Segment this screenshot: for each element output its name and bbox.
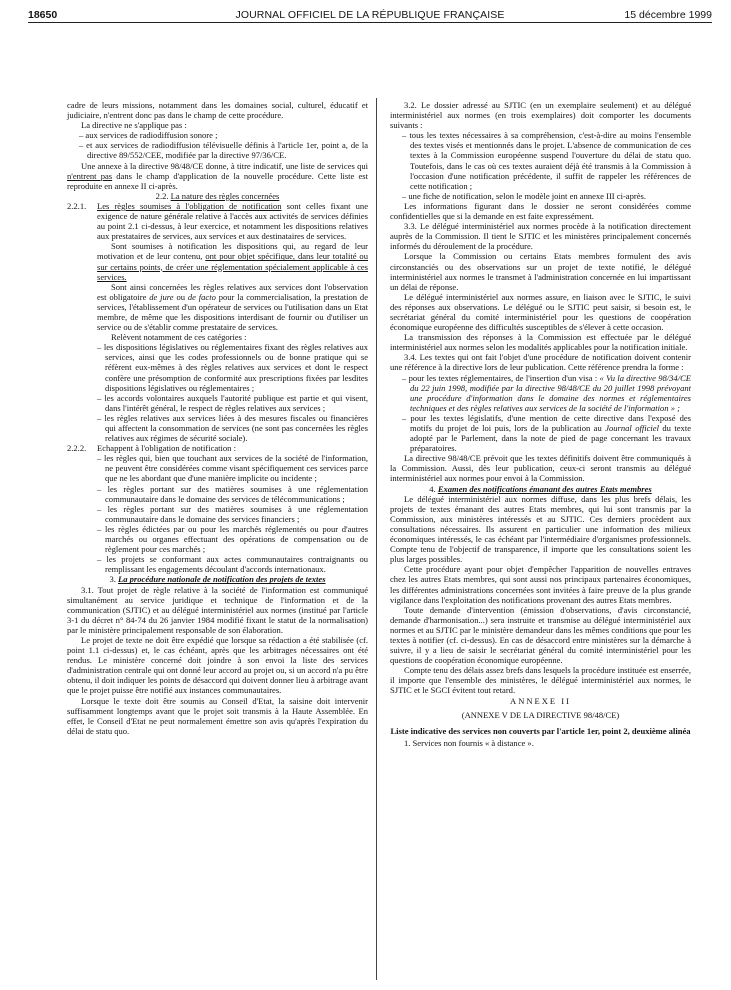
paragraph-soumises: Sont soumises à notification les dispositions qui, au regard de leur motivation et de leur contenu, ont pour objet spécifique, dans leur totalité ou sur certains points, de créer une réglementation spécialement applicable à ces services. — [97, 241, 368, 282]
column-divider — [376, 98, 377, 980]
page-header — [28, 6, 712, 26]
list-item-projets: – les projets se conformant aux actes communautaires contraignants ou remplissant les engagements découlant d'accords internationaux. — [97, 554, 368, 575]
paragraph-intervention: Toute demande d'intervention (émission d'observations, d'avis circonstancié, demande d'harmonisation...) sera instruite et transmise au délégué interministériel aux normes et au SJTIC par le ministère demandeur dans les mêmes conditions que pour les textes à notifier (cf. ci-dessus). En cas de désaccord entre ministères sur la démarche à suivre, il y a lieu de saisir le secrétariat général du comité interministériel pour les questions de coopération économique européenne. — [390, 604, 691, 666]
annexe-title: ANNEXE II — [510, 695, 571, 706]
annexe-item-1: 1. Services non fournis « à distance ». — [404, 737, 534, 748]
list-item-implicite: – les règles qui, bien que touchant aux services de la société de l'information, ne peuvent être considérées comme visant spécifiquement ces services parce que ne les abordant que d'une manière implicite ou incidente ; — [97, 453, 368, 484]
section-heading-4: 4. Examen des notifications émanant des autres Etats membres — [429, 483, 652, 494]
annexe-list-title: Liste indicative des services non couverts par l'article 1er, point 2, deuxième alinéa — [390, 725, 691, 736]
paragraph-3-3: 3.3. Le délégué interministériel aux normes procède à la notification directement auprès de la Commission. Il tient le SJTIC et les ministères principalement concernés informés du déroulement de la procédure. — [390, 221, 691, 252]
paragraph-lorsque: Lorsque la Commission ou certains Etats membres formulent des avis circonstanciés ou des observations sur un projet de texte notifié, le délégué interministériel aux normes le transmet à l'administration concernée en lui impartissant un délai de réponse. — [390, 251, 691, 292]
list-item-fiche: – une fiche de notification, selon le modèle joint en annexe III ci-après. — [402, 190, 646, 201]
page-number: 18650 — [28, 9, 58, 21]
paragraph-3-1: 3.1. Tout projet de règle relative à la société de l'information est communiqué simultanément au service juridique et technique de l'information et de la communication (SJTIC) et au délégué interministériel aux normes (institué par l'article 3-1 du décret n° 84-74 du 26 janvier 1984 modifié fixant le statut de la normalisation) par le ministère principalement responsable de son élaboration. — [67, 584, 368, 635]
header-rule — [28, 22, 712, 23]
section-heading-2-2: 2.2. La nature des règles concernées — [155, 190, 280, 201]
paragraph-diffusion: Le délégué interministériel aux normes diffuse, dans les plus brefs délais, les projets de textes émanant des autres Etats membres, qui lui sont transmis par la Commission, aux ministères intéressés et au SJTIC. Ces derniers procèdent aux consultations nécessaires. Ils assurent en particulier une information des milieux économiques intéressés, le cas échéant par l'intermédiaire d'organismes professionnels. Compte tenu de l'objectif de transparence, il importe que les consultations soient les plus larges possibles. — [390, 493, 691, 565]
list-item-reglementaires: – pour les textes réglementaires, de l'insertion d'un visa : « Vu la directive 98/34/CE du 22 juin 1998, modifiée par la directive 98/48/CE du 20 juillet 1998 prévoyant une procédure d'information dans le domaine des normes et réglementaires techniques et des règles relatives aux services de la société de l'information » ; — [402, 372, 691, 413]
left-column — [67, 100, 368, 736]
paragraph-ainsi: Sont ainsi concernées les règles relatives aux services dont l'observation est obligatoire de jure ou de facto pour la commercialisation, la prestation de services, l'établissement d'un opérateur de services ou l'utilisation dans un Etat membre, de même que les dispositions interdisant de fournir ou d'utiliser un service ou de s'établir comme prestataire de services. — [97, 281, 368, 333]
list-item-textes: – tous les textes nécessaires à sa compréhension, c'est-à-dire au moins l'ensemble des textes visés et mentionnés dans le projet. L'absence de communication de ces textes à la Commission européenne suspend l'ouverture du délai de statu quo. Toutefois, dans le cas où ces textes auraient déjà été transmis à la Commission à l'occasion d'une notification précédente, il suffit de rappeler les références de cette notification ; — [402, 130, 691, 191]
paragraph-conseil: Lorsque le texte doit être soumis au Conseil d'Etat, la saisine doit intervenir suffisamment longtemps avant que le projet soit transmis à la Haute Assemblée. En effet, le Conseil d'Etat ne peut normalement émettre son avis qu'après l'expiration du délai de statu quo. — [67, 695, 368, 736]
paragraph-delais: Compte tenu des délais assez brefs dans lesquels la procédure instituée est enserrée, il importe que l'ensemble des ministères, le délégué interministériel aux normes, le SJTIC et le SGCI évitent tout retard. — [390, 665, 691, 696]
paragraph-informations: Les informations figurant dans le dossier ne seront considérées comme confidentielles que si la demande en est faite expressément. — [390, 200, 691, 222]
paragraph-procedure: Cette procédure ayant pour objet d'empêcher l'apparition de nouvelles entraves chez les autres Etats membres, qui sont aussi nos principaux partenaires économiques, les différentes administrations concernées sont invitées à faire preuve de la plus grande vigilance dans l'exploitation des notifications provenant des autres Etats membres. — [390, 564, 691, 605]
issue-date: 15 décembre 1999 — [624, 9, 712, 21]
list-item-telecom: – les règles portant sur des matières soumises à une réglementation communautaire dans le domaine des services de télécommunications ; — [97, 483, 368, 504]
paragraph-transmission: La transmission des réponses à la Commission est effectuée par le délégué interministériel aux normes selon les modalités applicables pour la notification initiale. — [390, 332, 691, 353]
right-column — [390, 100, 691, 748]
paragraph-directive-98-48: La directive 98/48/CE prévoit que les textes définitifs doivent être communiqués à la Commission. Aussi, dès leur publication, ceux-ci seront transmis au délégué interministériel aux normes pour envoi à la Commission. — [390, 453, 691, 484]
list-item-legislatifs: – pour les textes législatifs, d'une mention de cette directive dans l'exposé des motifs du projet de loi puis, lors de la publication au Journal officiel du texte adopté par le Parlement, dans la note de pied de page concernant les travaux préparatoires. — [402, 412, 691, 454]
section-heading-3: 3. La procédure nationale de notification des projets de textes — [109, 574, 326, 585]
list-item-radio: – aux services de radiodiffusion sonore ; — [79, 130, 218, 141]
paragraph-3-4: 3.4. Les textes qui ont fait l'objet d'une procédure de notification doivent contenir une référence à la directive lors de leur publication. Cette référence prendra la forme : — [390, 352, 691, 373]
paragraph-directive: La directive ne s'applique pas : — [81, 120, 187, 131]
annexe-subtitle: (ANNEXE V DE LA DIRECTIVE 98/48/CE) — [461, 709, 620, 720]
paragraph-relevent: Relèvent notamment de ces catégories : — [111, 332, 247, 343]
list-item-dispositions: – les dispositions législatives ou réglementaires fixant des règles relatives aux services, ainsi que les codes professionnels ou de bonne pratique qui se réfèrent eux-mêmes à des règles relatives aux services et dont le respect confère une présomption de conformité aux prescriptions fixées par lesdites dispositions législatives ou réglementaires ; — [97, 342, 368, 393]
list-item-television: – et aux services de radiodiffusion télévisuelle définis à l'article 1er, point a, de la directive 89/552/CEE, modifiée par la directive 97/36/CE. — [79, 140, 368, 161]
journal-title: JOURNAL OFFICIEL DE LA RÉPUBLIQUE FRANÇAISE — [235, 9, 505, 21]
paragraph-2-2-2: 2.2.2. Echappent à l'obligation de notification : — [67, 443, 236, 454]
list-item-mesures-fiscales: – les règles relatives aux services liées à des mesures fiscales ou financières qui affectent la consommation de services (ne sont pas concernées les règles relatives aux régimes de sécurité sociale). — [97, 412, 368, 444]
paragraph-intro: cadre de leurs missions, notamment dans les domaines social, culturel, éducatif et judiciaire, n'entrent donc pas dans le champ de cette procédure. — [67, 100, 368, 121]
list-item-marches: – les règles édictées par ou pour les marchés réglementés ou pour d'autres marchés ou organes effectuant des opérations de compensation ou de règlement pour ces marchés ; — [97, 523, 368, 555]
paragraph-3-2: 3.2. Le dossier adressé au SJTIC (en un exemplaire seulement) et au délégué interministériel aux normes (en trois exemplaires) doit comporter les documents suivants : — [390, 100, 691, 131]
paragraph-projet: Le projet de texte ne doit être expédié que lorsque sa rédaction a été stabilisée (cf. point 1.1 ci-dessus) et, le cas échéant, après que les arbitrages nécessaires ont été rendus. Le ministère concerné doit joindre à son envoi la liste des services d'administration centrale qui ont donné leur accord au projet ou, si un accord n'a pu être obtenu, il doit indiquer les points de désaccord qui doivent donner lieu à arbitrage avant que le projet puisse être notifié aux instances communautaires. — [67, 634, 368, 696]
list-item-financiers: – les règles portant sur des matières soumises à une réglementation communautaire dans le domaine des services financiers ; — [97, 503, 368, 524]
paragraph-delegue: Le délégué interministériel aux normes assure, en liaison avec le SJTIC, le suivi des réponses aux observations. Le délégué ou le SJTIC peut saisir, si besoin est, le secrétariat général du comité interministériel pour les questions de coopération économique européenne des difficultés susceptibles de s'élever à cette occasion. — [390, 291, 691, 333]
paragraph-2-2-1: 2.2.1. Les règles soumises à l'obligation de notification sont celles fixant une exigence de nature générale relative à l'accès aux activités de services définies au point 2.1 ci-dessus, à leur exercice, et notamment les dispositions relatives aux prestataires de services, aux services et aux destinataires de services. — [67, 200, 368, 242]
paragraph-annexe: Une annexe à la directive 98/48/CE donne, à titre indicatif, une liste de services qui n'entrent pas dans le champ d'application de la nouvelle procédure. Cette liste est reproduite en annexe II ci-après. — [67, 160, 369, 191]
list-item-accords: – les accords volontaires auxquels l'autorité publique est partie et qui visent, dans l'intérêt général, le respect de règles relatives aux services ; — [97, 392, 368, 413]
